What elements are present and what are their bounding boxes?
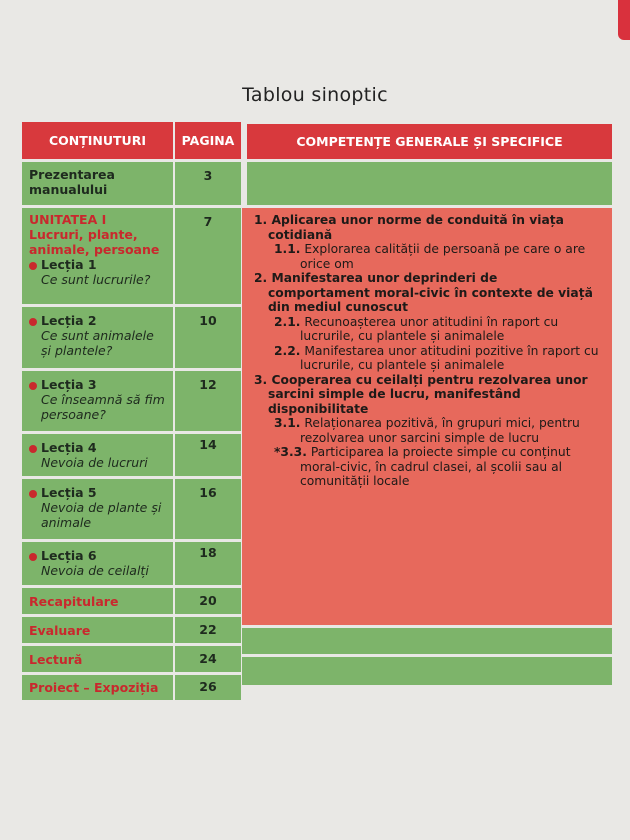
page-number: 26 bbox=[175, 675, 241, 700]
competence-empty-cell bbox=[242, 628, 612, 654]
page-corner-tab bbox=[618, 0, 630, 40]
table-row-content bbox=[22, 434, 173, 476]
lesson-subtitle: Ce sunt lucrurile? bbox=[41, 272, 151, 287]
table-row-content bbox=[22, 208, 173, 304]
table-row-content bbox=[22, 646, 173, 672]
competence-empty-cell bbox=[242, 657, 612, 685]
lesson-label: Lecția 6 bbox=[41, 548, 97, 563]
competence-specific bbox=[254, 344, 600, 373]
page-number: 22 bbox=[175, 617, 241, 643]
unit-label: UNITATEA I bbox=[29, 212, 107, 227]
table-row-content bbox=[22, 479, 173, 539]
lesson-label: Lecția 2 bbox=[41, 313, 97, 328]
page-number: 12 bbox=[175, 371, 241, 431]
lesson-subtitle: Ce sunt animalele și plantele? bbox=[41, 328, 154, 358]
competence-number: 2. bbox=[254, 271, 268, 285]
lesson-subtitle: Nevoia de ceilalți bbox=[41, 563, 149, 578]
page-title: Tablou sinoptic bbox=[242, 84, 388, 106]
competence-text: Manifestarea unor deprinderi de comportament moral-civic în contexte de viață din mediul cunoscut bbox=[268, 271, 593, 314]
competence-specific bbox=[254, 242, 600, 271]
lesson-title bbox=[29, 548, 166, 563]
lesson-title bbox=[29, 440, 166, 455]
lesson-title bbox=[29, 377, 166, 392]
competence-text: Recunoașterea unor atitudini în raport cu lucrurile, cu plantele și animalele bbox=[300, 314, 559, 343]
table-row-content bbox=[22, 675, 173, 700]
bullet-icon bbox=[29, 490, 37, 498]
competence-specific bbox=[254, 445, 600, 489]
header-content: CONȚINUTURI bbox=[22, 122, 173, 159]
competence-text: Participarea la proiecte simple cu conținut moral-civic, în cadrul clasei, al școlii sau al comunității locale bbox=[300, 445, 571, 488]
competence-general bbox=[254, 213, 600, 242]
lesson-label: Lecția 3 bbox=[41, 377, 97, 392]
lesson-label: Lecția 5 bbox=[41, 485, 97, 500]
competence-general bbox=[254, 271, 600, 315]
lesson-subtitle: Ce înseamnă să fim persoane? bbox=[41, 392, 165, 422]
competence-general bbox=[254, 373, 600, 417]
page-number: 16 bbox=[175, 479, 241, 539]
competence-text: Cooperarea cu ceilalți pentru rezolvarea unor sarcini simple de lucru, manifestând disponibilitate bbox=[268, 372, 588, 416]
row-label: Lectură bbox=[29, 652, 83, 667]
lesson-label: Lecția 4 bbox=[41, 440, 97, 455]
synoptic-table bbox=[22, 122, 612, 700]
page-number: 20 bbox=[175, 588, 241, 614]
header-page: PAGINA bbox=[175, 122, 241, 159]
page-number: 14 bbox=[175, 434, 241, 476]
competence-specific bbox=[254, 416, 600, 445]
bullet-icon bbox=[29, 318, 37, 326]
competence-number: 1.1. bbox=[274, 242, 301, 256]
competence-specific bbox=[254, 315, 600, 344]
competence-text: Aplicarea unor norme de conduită în viața cotidiană bbox=[268, 213, 564, 242]
competence-number: 2.2. bbox=[274, 343, 301, 358]
competence-number: 3. bbox=[254, 372, 268, 387]
table-row-content bbox=[22, 162, 173, 205]
bullet-icon bbox=[29, 262, 37, 270]
row-label: Recapitulare bbox=[29, 594, 119, 609]
competence-text: Relaționarea pozitivă, în grupuri mici, pentru rezolvarea unor sarcini simple de lucru bbox=[300, 416, 580, 445]
table-row-content bbox=[22, 617, 173, 643]
table-row-content bbox=[22, 371, 173, 431]
page-number: 18 bbox=[175, 542, 241, 585]
page-number: 3 bbox=[175, 162, 241, 205]
competence-number: 3.1. bbox=[274, 416, 301, 430]
page-number: 24 bbox=[175, 646, 241, 672]
table-row-content bbox=[22, 307, 173, 368]
bullet-icon bbox=[29, 382, 37, 390]
lesson-title bbox=[29, 257, 166, 272]
header-competences: COMPETENȚE GENERALE ȘI SPECIFICE bbox=[247, 124, 612, 159]
lesson-label: Lecția 1 bbox=[41, 257, 97, 272]
competence-number: 2.1. bbox=[274, 314, 301, 329]
lesson-subtitle: Nevoia de plante și animale bbox=[41, 500, 162, 530]
page-number: 7 bbox=[175, 208, 241, 304]
competence-text: Explorarea calității de persoană pe care o are orice om bbox=[300, 242, 586, 271]
competence-number: *3.3. bbox=[274, 445, 307, 459]
bullet-icon bbox=[29, 445, 37, 453]
bullet-icon bbox=[29, 553, 37, 561]
competences-cell bbox=[242, 208, 612, 625]
lesson-subtitle: Nevoia de lucruri bbox=[41, 455, 148, 470]
competence-empty-cell bbox=[247, 162, 612, 205]
lesson-title bbox=[29, 485, 166, 500]
unit-title: Lucruri, plante, animale, persoane bbox=[29, 227, 160, 257]
table-row-content bbox=[22, 542, 173, 585]
lesson-title bbox=[29, 313, 166, 328]
table-row-content bbox=[22, 588, 173, 614]
row-label: Proiect – Expoziția bbox=[29, 680, 159, 695]
competence-number: 1. bbox=[254, 213, 268, 227]
competence-text: Manifestarea unor atitudini pozitive în raport cu lucrurile, cu plantele și animalele bbox=[300, 343, 599, 372]
row-label: Prezentarea manualului bbox=[29, 167, 115, 197]
row-label: Evaluare bbox=[29, 623, 91, 638]
page-number: 10 bbox=[175, 307, 241, 368]
